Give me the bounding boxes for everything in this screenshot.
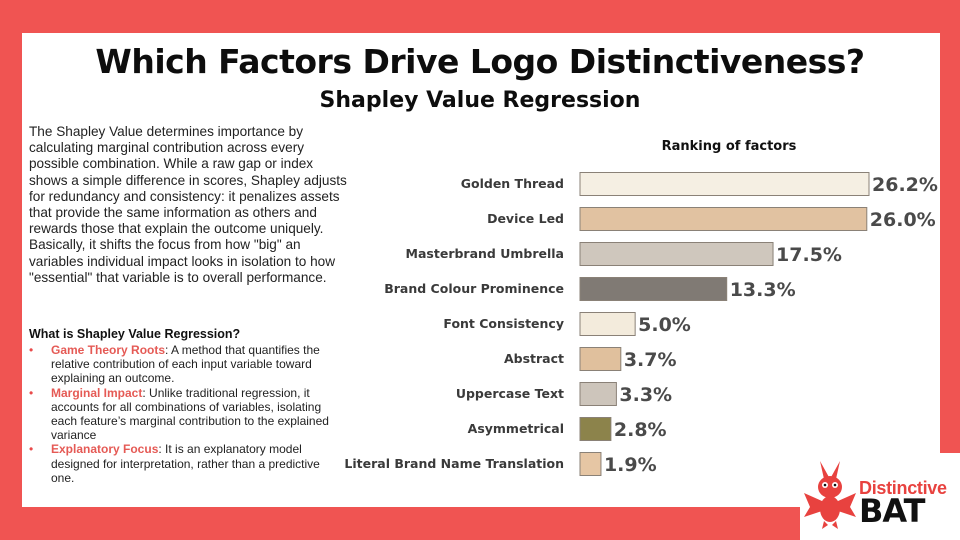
- category-label-abstract: Abstract: [503, 351, 564, 366]
- logo-text-distinctive: Distinctive: [859, 478, 947, 498]
- bar-literal-brand-name-translation: [580, 453, 601, 476]
- bullet-text: : Unlike traditional regression, it accounts for all combinations of variables, isolating each feature’s marginal contribution to the explained variance: [51, 385, 329, 443]
- page-title: Which Factors Drive Logo Distinctiveness?: [95, 42, 865, 81]
- bar-masterbrand-umbrella: [580, 243, 773, 266]
- bar-uppercase-text: [580, 383, 616, 406]
- bar-brand-colour-prominence: [580, 278, 727, 301]
- bullet-term: Marginal Impact: [51, 385, 143, 400]
- category-label-masterbrand-umbrella: Masterbrand Umbrella: [405, 246, 564, 261]
- category-label-device-led: Device Led: [487, 211, 564, 226]
- bar-font-consistency: [580, 313, 635, 336]
- bar-abstract: [580, 348, 621, 371]
- bat-mascot-icon: [800, 457, 860, 537]
- value-label-brand-colour-prominence: 13.3%: [729, 279, 796, 301]
- shapley-heading: What is Shapley Value Regression?: [29, 327, 241, 341]
- category-label-literal-brand-name-translation: Literal Brand Name Translation: [344, 456, 564, 471]
- value-label-golden-thread: 26.2%: [872, 174, 938, 196]
- category-label-brand-colour-prominence: Brand Colour Prominence: [384, 281, 564, 296]
- value-label-uppercase-text: 3.3%: [619, 384, 673, 406]
- intro-paragraph: The Shapley Value determines importance by calculating marginal contribution across every possible combination. While a raw gap or index shows a simple difference in scores, Shapley adjusts for redundancy and consistency: it penalizes assets that provide the same information as others and rewards those that explain the outcome uniquely. Basically, it shifts the focus from how "big" an variables individual impact looks in isolation to how "essential" that variable is to overall performance.: [29, 124, 347, 285]
- bullet-text: : It is an explanatory model designed for interpretation, rather than a predictive one.: [51, 442, 320, 485]
- bullet-term: Game Theory Roots: [51, 343, 166, 357]
- value-label-font-consistency: 5.0%: [638, 314, 691, 336]
- logo-text-bat: BAT: [859, 492, 925, 530]
- category-label-asymmetrical: Asymmetrical: [467, 421, 564, 436]
- bullet-term: Explanatory Focus: [51, 442, 159, 457]
- category-label-font-consistency: Font Consistency: [443, 316, 564, 331]
- value-label-masterbrand-umbrella: 17.5%: [776, 244, 842, 266]
- value-label-literal-brand-name-translation: 1.9%: [603, 454, 657, 476]
- bullet-dot-icon: •: [29, 442, 34, 457]
- bar-device-led: [580, 208, 867, 231]
- value-label-asymmetrical: 2.8%: [613, 419, 667, 441]
- bar-golden-thread: [580, 173, 869, 196]
- bar-asymmetrical: [580, 418, 611, 441]
- value-label-abstract: 3.7%: [623, 349, 677, 371]
- page-subtitle: Shapley Value Regression: [319, 88, 641, 113]
- category-label-golden-thread: Golden Thread: [460, 176, 564, 191]
- bullet-text: : A method that quantifies the relative contribution of each input variable toward explaining an outcome.: [51, 343, 320, 386]
- chart-bars: [344, 173, 938, 477]
- chart-title: Ranking of factors: [661, 139, 797, 154]
- bullet-dot-icon: •: [29, 385, 34, 400]
- category-label-uppercase-text: Uppercase Text: [455, 386, 564, 401]
- bullet-dot-icon: •: [29, 343, 34, 357]
- value-label-device-led: 26.0%: [869, 209, 936, 231]
